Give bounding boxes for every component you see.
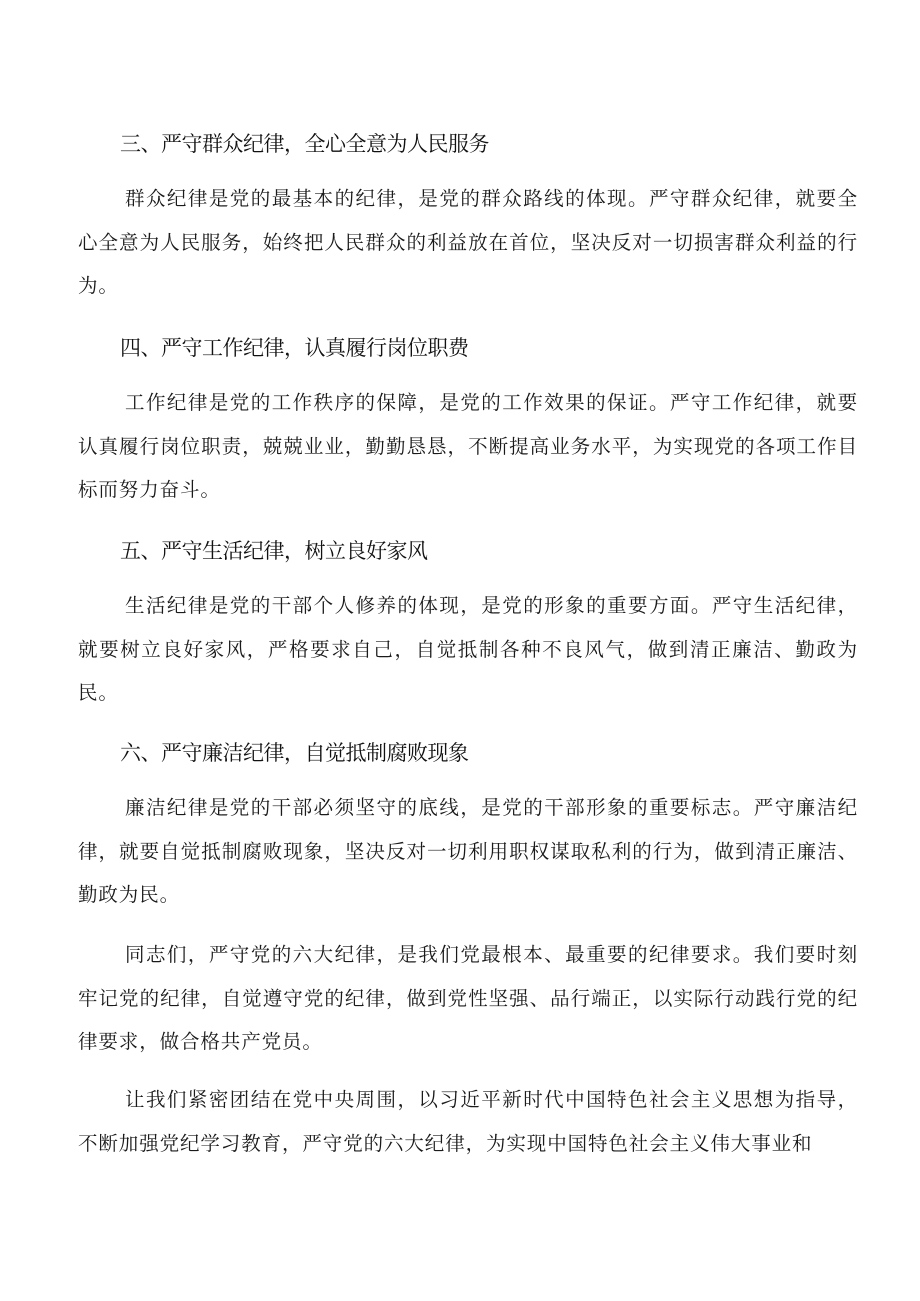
- closing-paragraph-2: 让我们紧密团结在党中央周围，以习近平新时代中国特色社会主义思想为指导，不断加强党纪学习教育，严守党的六大纪律，为实现中国特色社会主义伟大事业和: [78, 1088, 858, 1155]
- section-paragraph-3: 群众纪律是党的最基本的纪律，是党的群众路线的体现。严守群众纪律，就要全心全意为人民服务，始终把人民群众的利益放在首位，坚决反对一切损害群众利益的行为。: [78, 187, 858, 297]
- section-heading-6: 六、严守廉洁纪律，自觉抵制腐败现象: [120, 741, 469, 765]
- section-heading-4: 四、严守工作纪律，认真履行岗位职费: [120, 336, 469, 360]
- section-heading-3: 三、严守群众纪律，全心全意为人民服务: [120, 132, 489, 156]
- closing-paragraph-1: 同志们，严守党的六大纪律，是我们党最根本、最重要的纪律要求。我们要时刻牢记党的纪律，自觉遵守党的纪律，做到党性坚强、品行端正，以实际行动践行党的纪律要求，做合格共产党员。: [78, 943, 858, 1053]
- section-paragraph-5: 生活纪律是党的干部个人修养的体现，是党的形象的重要方面。严守生活纪律，就要树立良好家风，严格要求自己，自觉抵制各种不良风气，做到清正廉洁、勤政为民。: [78, 594, 858, 704]
- section-paragraph-6: 廉洁纪律是党的干部必须坚守的底线，是党的干部形象的重要标志。严守廉洁纪律，就要自觉抵制腐败现象，坚决反对一切利用职权谋取私利的行为，做到清正廉洁、勤政为民。: [78, 796, 858, 906]
- section-heading-5: 五、严守生活纪律，树立良好家风: [120, 539, 428, 563]
- section-paragraph-4: 工作纪律是党的工作秩序的保障，是党的工作效果的保证。严守工作纪律，就要认真履行岗位职责，兢兢业业，勤勤恳恳，不断提高业务水平，为实现党的各项工作目标而努力奋斗。: [78, 391, 858, 501]
